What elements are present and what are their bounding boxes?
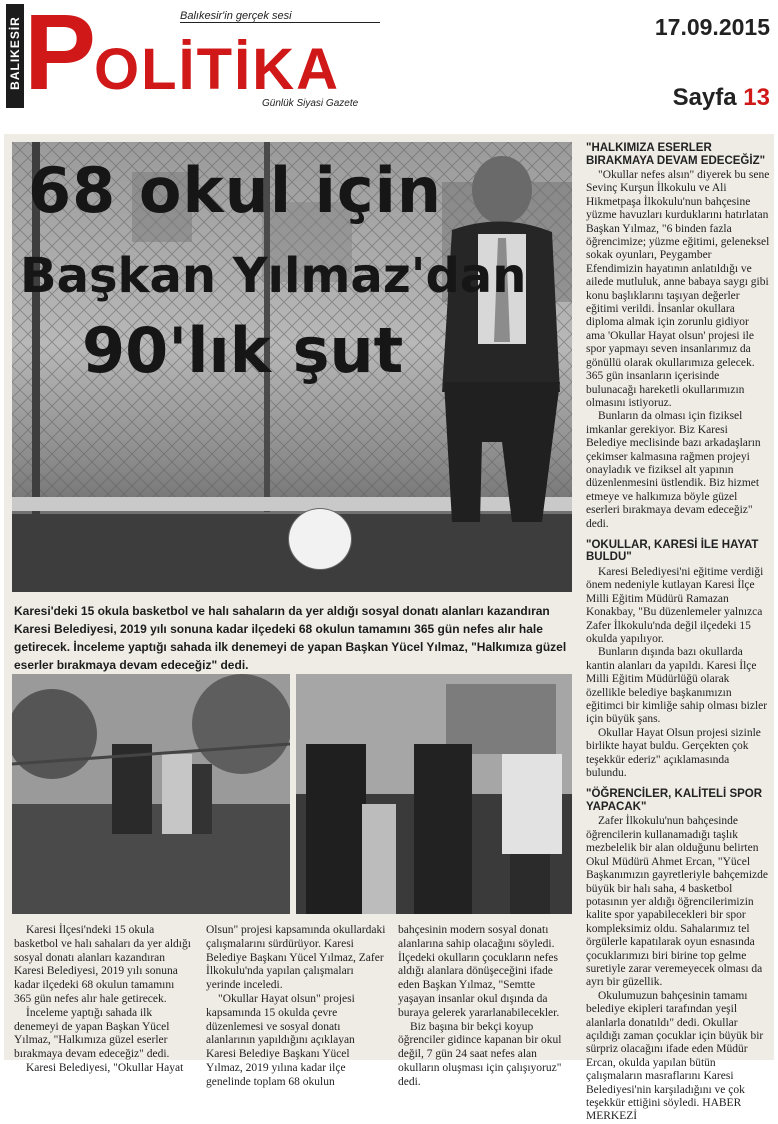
body-paragraph: Olsun" projesi kapsamında okullardaki çalışmalarını sürdürüyor. Karesi Belediye Başkanı Yücel Yılmaz, Zafer İlkokulu'nda yapılan çalışmaları yerinde inceledi. [206,924,386,992]
photo-officials-with-child [296,674,572,914]
body-paragraph: "Okullar nefes alsın" diyerek bu sene Sevinç Kurşun İlkokulu ve Ali Hikmetpaşa İlkokulu'nun bahçesine yüzme havuzları kurduklarını hatırlatan Başkan Yılmaz, "6 binden fazla öğrencimize; yüzme eğitimi, geleneksel sokak oyunları, Peygamber Efendimizin hayatının anlatıldığı ve ailede mutluluk, anne babaya saygı gibi konu başlıklarını taşıyan değerler eğitimi verildi. İnsanlar okullara diploma almak için zorunlu gidiyor ama 'Okullar Hayat olsun' projesi ile spor yapmayı seven insanlarımız da gönüllü olarak okullarımıza gelecek. 365 gün insanların içerisinde bulunacağı hareketli okullarımızın olmasını istiyoruz. [586,169,770,409]
body-paragraph: "Okullar Hayat olsun" projesi kapsamında 15 okulda çevre düzenlemesi ve sosyal donatı alanlarının yapıldığını açıklayan Karesi Belediye Başkanı Yücel Yılmaz, 2019 yılına kadar ilçe genelinde toplam 68 okulun [206,992,355,1088]
body-paragraph: Karesi İlçesi'ndeki 15 okula basketbol ve halı sahaları da yer aldığı sosyal donatı alanları kazandıran Karesi Belediyesi, 2019 yılı sonuna kadar ilçedeki 68 okulun tamamını 365 gün nefes alır hale getirecek. [14,924,191,1005]
body-paragraph: Karesi Belediyesi, "Okullar Hayat [26,1061,184,1074]
headline-line-3: 90'lık şut [82,314,404,387]
body-paragraph: Bunların da olması için fiziksel imkanlar gerekiyor. Biz Karesi Belediye meclisinde bazı arkadaşların çekimser kalmasına rağmen projeyi onayladık ve fiziksel alt yapının düzenlenmesini üstlendik. Biz hizmet etmeye ve halkımıza böyle güzel eserleri bırakmaya devam edeceğiz" dedi. [586,410,761,530]
headline-line-1: 68 okul için [28,154,443,227]
right-column [586,142,770,1124]
headline-line-2: Başkan Yılmaz'dan [20,248,527,304]
masthead-side-label [6,4,24,108]
photo-group-walking-art [12,674,290,914]
photo-officials-art [296,674,572,914]
body-paragraph: Biz başına bir bekçi koyup öğrenciler gidince kapanan bir okul değil, 7 gün 24 saat nefes alan okulların oluşması için çalışıyoruz" dedi. [398,1020,562,1088]
body-paragraph: Karesi Belediyesi'ni eğitime verdiği önem nedeniyle kutlayan Karesi İlçe Milli Eğitim Müdürü Ramazan Konakbay, "Bu düzenlemeler yalnızca Zafer İlkokulu'nda değil ilçedeki 15 okulda yapılıyor. [586,565,764,645]
lead-paragraph: Karesi'deki 15 okula basketbol ve halı sahaların da yer aldığı sosyal donatı alanları kazandıran Karesi Belediyesi, 2019 yılı sonuna kadar ilçedeki 68 okulun tamamını 365 gün nefes alır hale getirecek. İnceleme yaptığı sahada ilk denemeyi de yapan Başkan Yücel Yılmaz, "Halkımıza güzel eserler bırakmaya devam edeceğiz" dedi. [14,604,567,672]
slogan-divider [180,22,380,23]
body-column-2 [206,924,386,1090]
photo-group-walking [12,674,290,914]
masthead-slogan: Balıkesir'in gerçek sesi [180,10,292,22]
issue-date: 17.09.2015 [654,14,770,40]
body-paragraph: İnceleme yaptığı sahada ilk denemeyi de yapan Başkan Yücel Yılmaz, "Halkımıza güzel eserler bırakmaya devam edeceğiz" dedi. [14,1006,170,1061]
page-label: Sayfa [672,84,737,111]
page-number: 13 [743,84,770,111]
logo-wordmark: OLİTİKA [94,37,340,102]
subheading: "OKULLAR, KARESİ İLE HAYAT BULDU" [586,538,759,564]
page-indicator [673,84,770,112]
subheading: "HALKIMIZA ESERLER BIRAKMAYA DEVAM EDECEĞİZ" [586,142,766,167]
side-label-text: BALIKESİR [8,16,22,90]
body-paragraph: bahçesinin modern sosyal donatı alanlarına sahip olacağını söyledi. İlçedeki okulların çocukların nefes aldığı alanlara dönüşeceğini ifade eden Başkan Yılmaz, "Semtte yaşayan insanlar okul dışında da buraya gelerek yararlanabilecekler. [398,924,560,1019]
body-paragraph: Okulumuzun bahçesinin tamamı belediye ekipleri tarafından yeşil alanlarla donatıldı" dedi. Okullar açıldığı zaman çocuklar için büyük bir sürpriz olacağını ifade eden Müdür Ercan, okulda yapılan bütün çalışmaların masraflarını Karesi Belediyesi'nin karşıladığını ve çok teşekkür ettiğini söyledi. HABER MERKEZİ [586,989,764,1123]
body-paragraph: Bunların dışında bazı okullarda kantin alanları da yapıldı. Karesi İlçe Milli Eğitim Müdürlüğü olarak özellikle belediye başkanımızın eğitimci bir kimliğe sahip olması bizler için büyük şans. [586,646,768,726]
masthead-subtitle: Günlük Siyasi Gazete [262,98,359,109]
football [288,508,352,570]
body-paragraph: Okullar Hayat Olsun projesi sizinle birlikte hayat buldu. Gerçekten çok teşekkür ederiz" açıklamasında bulundu. [586,726,761,780]
subheading: "ÖĞRENCİLER, KALİTELİ SPOR YAPACAK" [586,788,763,813]
body-column-1 [14,924,194,1076]
body-paragraph: Zafer İlkokulu'nun bahçesinde öğrencilerin kullanamadığı taşlık mezbelelik bir alan olduğunu belirten Okul Müdürü Ahmet Ercan, "Yücel Başkanımızın gayretleriyle bahçemizde büyük bir halı saha, 4 basketbol potasının yer aldığı öğrencilerimizin kalite spor yapabilecekleri bir spor kompleksimiz oldu. Sahalarımız tel örgülerle kapatılarak oyun esnasında çocuklarımızı biri birine top gelme suretiyle zarar veremeyecek olması da ayrı bir güzellik. [586,815,769,989]
logo-letter-p: P [24,0,97,112]
body-column-3 [398,924,572,1090]
